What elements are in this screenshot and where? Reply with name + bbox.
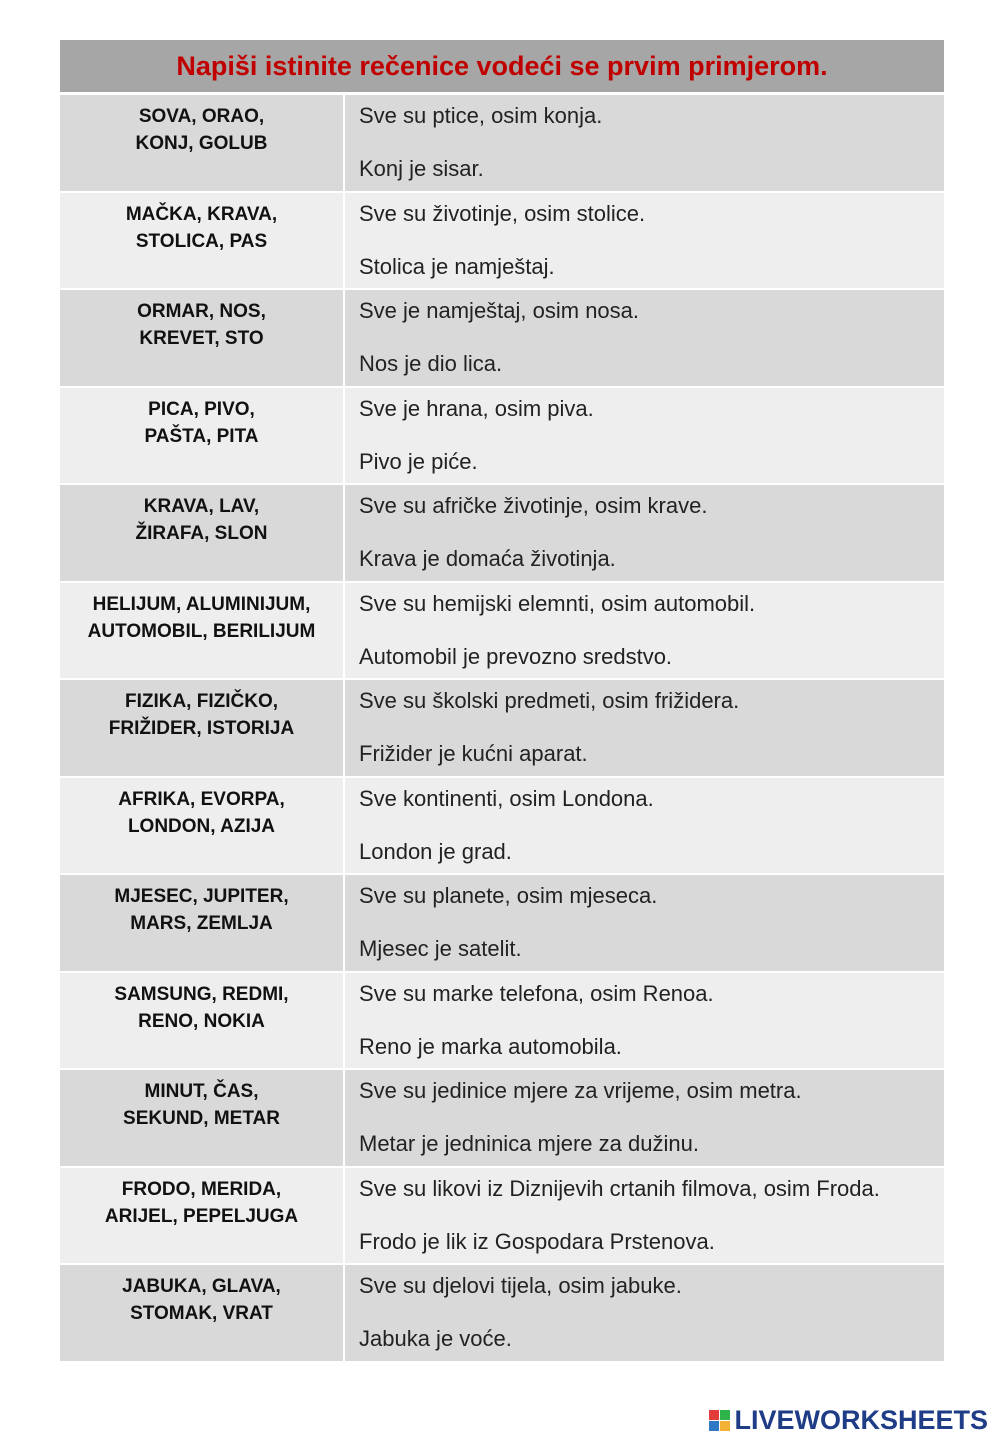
word-group-line-2: STOMAK, VRAT — [130, 1303, 273, 1324]
sentence-explanation: London je grad. — [359, 838, 512, 864]
word-group-line-2: LONDON, AZIJA — [127, 815, 276, 837]
sentence-odd-one-out: Sve je namještaj, osim nosa. — [359, 298, 640, 323]
word-group-line-1: SOVA, ORAO, — [138, 106, 265, 127]
logo-square-green — [720, 1410, 730, 1420]
table-row — [60, 875, 944, 973]
sentence-cell — [345, 778, 944, 874]
word-group-line-1: ORMAR, NOS, — [137, 301, 266, 322]
word-group-line-2: PAŠTA, PITA — [144, 425, 259, 447]
sentence-cell — [345, 388, 944, 484]
table-row — [60, 388, 944, 486]
word-group-cell — [60, 1070, 345, 1166]
sentence-odd-one-out: Sve su školski predmeti, osim frižidera. — [359, 688, 740, 713]
sentence-odd-one-out: Sve je hrana, osim piva. — [359, 395, 594, 421]
word-group-line-2: FRIŽIDER, ISTORIJA — [108, 718, 295, 739]
sentence-odd-one-out: Sve su planete, osim mjeseca. — [359, 883, 658, 908]
word-group-cell — [60, 290, 345, 386]
word-group-cell — [60, 778, 345, 874]
word-group-line-1: SAMSUNG, REDMI, — [114, 983, 289, 1005]
sentence-cell — [345, 875, 944, 971]
sentence-explanation: Krava je domaća životinja. — [359, 546, 616, 571]
sentence-odd-one-out: Sve su afričke životinje, osim krave. — [359, 493, 708, 518]
word-group-line-2: AUTOMOBIL, BERILIJUM — [87, 620, 316, 642]
word-group-line-2: STOLICA, PAS — [135, 230, 268, 252]
table-row — [60, 680, 944, 778]
liveworksheets-logo-icon — [709, 1410, 730, 1431]
word-group-line-1: MJESEC, JUPITER, — [114, 886, 289, 907]
liveworksheets-logo — [709, 1405, 988, 1436]
sentence-odd-one-out: Sve su marke telefona, osim Renoa. — [359, 980, 714, 1006]
sentence-cell — [345, 1168, 944, 1264]
word-group-cell — [60, 485, 345, 581]
table-body — [60, 95, 944, 1363]
sentence-cell — [345, 485, 944, 581]
table-row — [60, 193, 944, 291]
sentence-cell — [345, 193, 944, 289]
sentence-explanation: Automobil je prevozno sredstvo. — [359, 643, 673, 669]
word-group-line-2: MARS, ZEMLJA — [130, 913, 273, 934]
sentence-explanation: Frižider je kućni aparat. — [359, 741, 588, 766]
sentence-odd-one-out: Sve su djelovi tijela, osim jabuke. — [359, 1273, 682, 1298]
word-group-cell — [60, 1265, 345, 1361]
table-row — [60, 290, 944, 388]
word-group-cell — [60, 875, 345, 971]
table-row — [60, 778, 944, 876]
sentence-explanation: Pivo je piće. — [359, 448, 478, 474]
word-group-line-2: ARIJEL, PEPELJUGA — [104, 1205, 299, 1227]
sentence-cell — [345, 973, 944, 1069]
table-row — [60, 1168, 944, 1266]
logo-square-yellow — [720, 1421, 730, 1431]
sentence-cell — [345, 1265, 944, 1361]
sentence-cell — [345, 583, 944, 679]
word-group-line-1: FIZIKA, FIZIČKO, — [124, 691, 279, 712]
sentence-explanation: Frodo je lik iz Gospodara Prstenova. — [359, 1228, 715, 1254]
table-row — [60, 583, 944, 681]
word-group-line-2: KREVET, STO — [139, 328, 264, 349]
sentence-cell — [345, 290, 944, 386]
sentence-cell — [345, 1070, 944, 1166]
word-group-line-2: SEKUND, METAR — [123, 1108, 280, 1129]
sentence-explanation: Mjesec je satelit. — [359, 936, 522, 961]
sentence-odd-one-out: Sve kontinenti, osim Londona. — [359, 785, 654, 811]
sentence-odd-one-out: Sve su ptice, osim konja. — [359, 103, 603, 128]
table-row — [60, 1070, 944, 1168]
table-row — [60, 485, 944, 583]
logo-square-blue — [709, 1421, 719, 1431]
word-group-line-1: JABUKA, GLAVA, — [122, 1276, 281, 1297]
sentence-explanation: Konj je sisar. — [359, 156, 484, 181]
sentence-odd-one-out: Sve su likovi iz Diznijevih crtanih filmova, osim Froda. — [359, 1175, 880, 1201]
sentence-odd-one-out: Sve su životinje, osim stolice. — [359, 200, 646, 226]
logo-square-red — [709, 1410, 719, 1420]
sentence-explanation: Nos je dio lica. — [359, 351, 503, 376]
word-group-line-2: KONJ, GOLUB — [135, 133, 268, 154]
worksheet-title: Napiši istinite rečenice vodeći se prvim primjerom. — [60, 40, 944, 95]
table-row — [60, 1265, 944, 1363]
logo-text: LIVEWORKSHEETS — [734, 1405, 988, 1435]
word-group-line-1: HELIJUM, ALUMINIJUM, — [92, 593, 311, 615]
word-group-line-1: MINUT, ČAS, — [144, 1081, 259, 1102]
sentence-explanation: Jabuka je voće. — [359, 1326, 512, 1351]
word-group-cell — [60, 95, 345, 191]
word-group-cell — [60, 973, 345, 1069]
word-group-cell — [60, 583, 345, 679]
sentence-cell — [345, 680, 944, 776]
word-group-line-1: FRODO, MERIDA, — [121, 1178, 282, 1200]
word-group-line-1: KRAVA, LAV, — [143, 496, 260, 517]
sentence-explanation: Stolica je namještaj. — [359, 253, 555, 279]
word-group-cell — [60, 388, 345, 484]
word-group-cell — [60, 193, 345, 289]
sentence-explanation: Reno je marka automobila. — [359, 1033, 622, 1059]
sentence-odd-one-out: Sve su jedinice mjere za vrijeme, osim metra. — [359, 1078, 802, 1103]
word-group-line-1: PICA, PIVO, — [148, 398, 255, 420]
word-group-cell — [60, 680, 345, 776]
table-row — [60, 95, 944, 193]
word-group-line-1: AFRIKA, EVORPA, — [118, 788, 285, 810]
word-group-line-2: RENO, NOKIA — [138, 1010, 265, 1032]
word-group-line-2: ŽIRAFA, SLON — [135, 523, 268, 544]
word-group-cell — [60, 1168, 345, 1264]
sentence-odd-one-out: Sve su hemijski elemnti, osim automobil. — [359, 590, 756, 616]
sentence-explanation: Metar je jedninica mjere za dužinu. — [359, 1131, 699, 1156]
sentence-cell — [345, 95, 944, 191]
word-group-line-1: MAČKA, KRAVA, — [125, 203, 278, 225]
worksheet-table — [60, 40, 944, 1363]
table-row — [60, 973, 944, 1071]
